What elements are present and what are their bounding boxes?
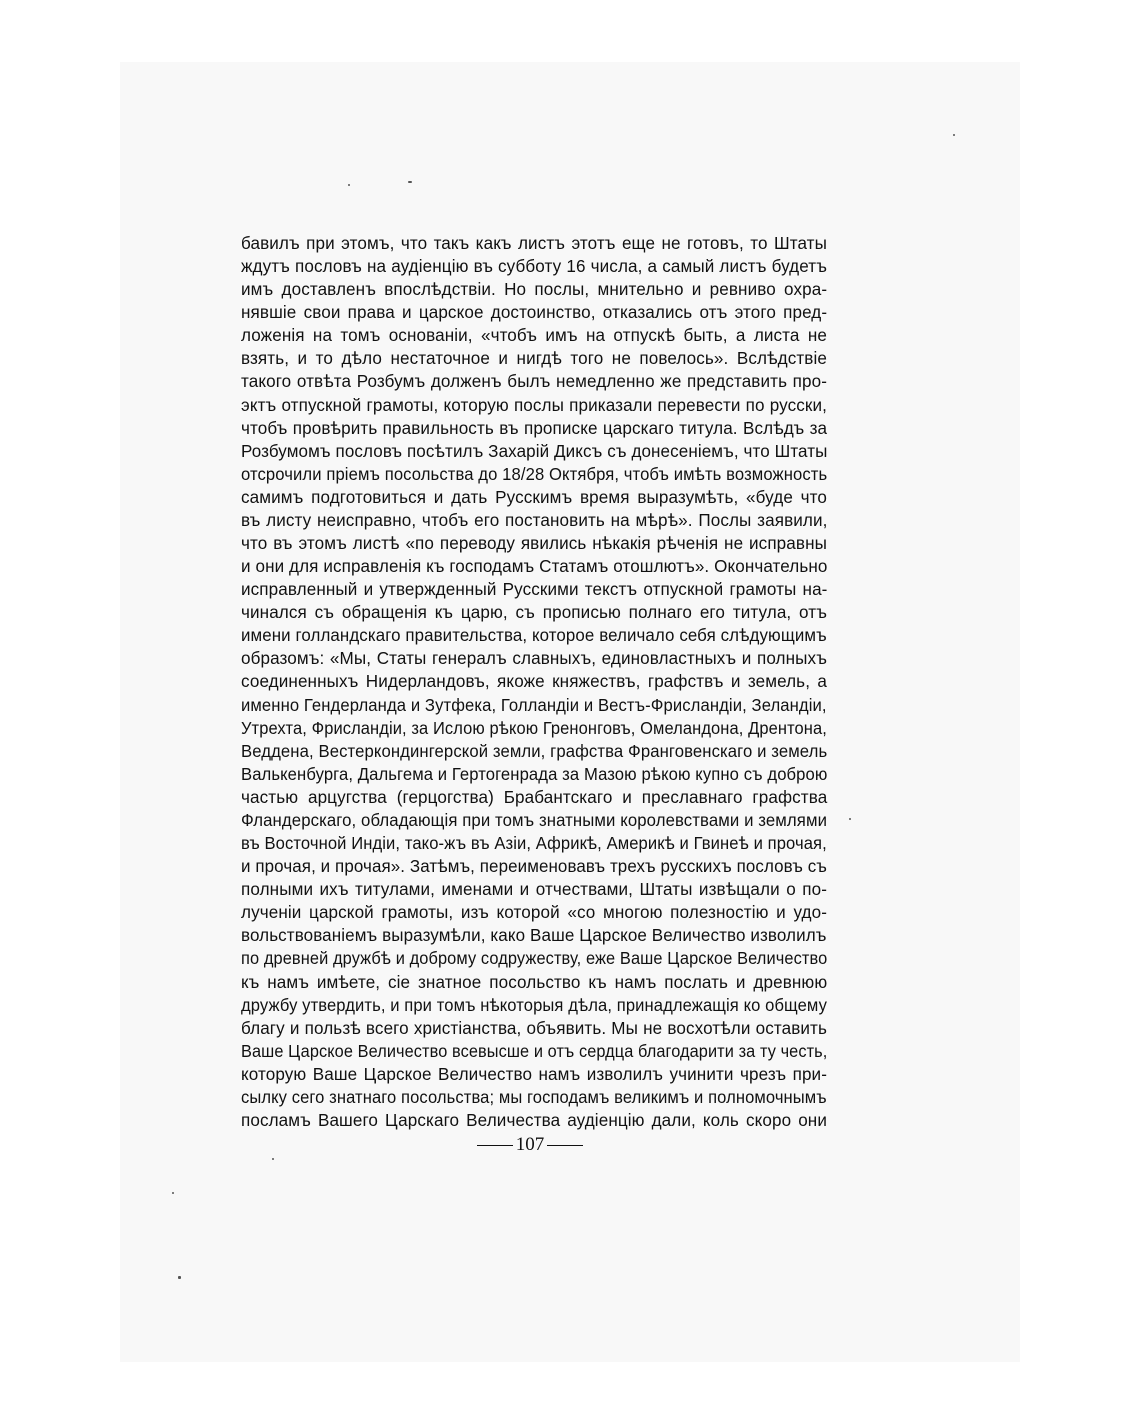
text-line: чтобъ провѣрить правильность въ прописке царскаго титула. Вслѣдъ за <box>241 418 828 438</box>
text-line: вольствованiемъ выразумѣли, како Ваше Царское Величество изволилъ <box>241 926 827 946</box>
text-line: ждутъ пословъ на аудiенцiю въ субботу 16 числа, а самый листъ будетъ <box>241 257 827 277</box>
text-line: по древней дружбѣ и доброму содружеству, еже Ваше Царское Величество <box>241 949 828 969</box>
text-line: соединенныхъ Нидерландовъ, якоже княжествъ, графствъ и земель, а <box>241 672 827 692</box>
scan-speck <box>849 818 851 820</box>
text-line: имъ доставленъ впослѣдствiи. Но послы, мнительно и ревниво охра- <box>241 280 828 300</box>
scan-speck <box>272 1158 274 1160</box>
body-text <box>241 232 827 1132</box>
left-rule <box>477 1145 513 1147</box>
text-line: дружбу утвердить, и при томъ нѣкоторыя дѣла, принадлежащiя ко общему <box>241 995 828 1015</box>
text-line: такого отвѣта Розбумъ долженъ былъ немедленно же представить про- <box>241 372 828 392</box>
text-line: исправленный и утвержденный Русскими текстъ отпускной грамоты на- <box>241 580 828 600</box>
text-line: Фландерскаго, обладающiя при томъ знатными королевствами и землями <box>241 810 828 830</box>
text-line: лученiи царской грамоты, изъ которой «со многою полезностiю и удо- <box>241 903 827 923</box>
text-line: Ваше Царское Величество всевысше и отъ сердца благодарити за ту честь, <box>241 1041 828 1061</box>
scan-speck <box>172 1192 174 1194</box>
text-line: въ листу неисправно, чтобъ его постановить на мѣрѣ». Послы заявили, <box>241 510 828 530</box>
text-line: сылку сего знатнаго посольства; мы господамъ великимъ и полномочнымъ <box>241 1087 827 1107</box>
text-line: Веддена, Вестеркондингерской земли, графства Франговенскаго и земель <box>241 741 828 761</box>
text-line: полными ихъ титулами, именами и отчествами, Штаты извѣщали о по- <box>241 880 827 900</box>
text-line: въ Восточной Индiи, тако-жъ въ Азiи, Африкѣ, Америкѣ и Гвинеѣ и прочая, <box>241 834 827 854</box>
text-line: эктъ отпускной грамоты, которую послы приказали перевести по русски, <box>241 395 827 415</box>
text-line: посламъ Вашего Царскаго Величества аудiенцiю дали, коль скоро они <box>241 1110 827 1130</box>
text-line: благу и пользѣ всего христiанства, объявить. Мы не восхотѣли оставить <box>241 1018 827 1038</box>
scan-speck <box>178 1276 181 1279</box>
text-line: Розбумомъ пословъ посѣтилъ Захарiй Диксъ съ донесенiемъ, что Штаты <box>241 441 828 461</box>
text-line: Утрехта, Фрисландiи, за Ислою рѣкою Гренонговъ, Омеландона, Дрентона, <box>241 718 827 738</box>
text-line: частью арцугства (герцогства) Брабантскаго и преславнаго графства <box>241 787 828 807</box>
page-number-footer <box>470 1134 590 1156</box>
text-line: имени голландскаго правительства, которое величало себя слѣдующимъ <box>241 626 827 646</box>
text-line: что въ этомъ листѣ «по переводу явились нѣкакiя рѣченiя не исправны <box>241 534 828 554</box>
text-line: Валькенбурга, Дальгема и Гертогенрада за Мазою рѣкою купно съ доброю <box>241 764 828 784</box>
text-line: самимъ подготовиться и дать Русскимъ время выразумѣть, «буде что <box>241 487 827 507</box>
text-line: взять, и то дѣло нестаточное и нигдѣ того не повелось». Вслѣдствiе <box>241 349 827 369</box>
text-line: чинался съ обращенiя къ царю, съ прописью полнаго его титула, отъ <box>241 603 827 623</box>
text-line: къ намъ имѣете, сiе знатное посольство къ намъ послать и древнюю <box>241 972 828 992</box>
scan-speck <box>408 181 412 183</box>
text-line: ложенiя на томъ основанiи, «чтобъ имъ на отпускѣ быть, а листа не <box>241 326 827 346</box>
text-line: именно Гендерланда и Зутфека, Голландiи и Вестъ-Фрисландiи, Зеландiи, <box>241 695 827 715</box>
text-line: отсрочили прiемъ посольства до 18/28 Октября, чтобъ имѣть возможность <box>241 464 828 484</box>
text-line: нявшiе свои права и царское достоинство, отказались отъ этого пред- <box>241 303 828 323</box>
page-number: 107 <box>515 1134 545 1155</box>
text-line: образомъ: «Мы, Статы генералъ славныхъ, единовластныхъ и полныхъ <box>241 649 827 669</box>
text-line: и они для исправленiя къ господамъ Статамъ отошлютъ». Окончательно <box>241 557 828 577</box>
scan-speck <box>953 134 955 136</box>
right-rule <box>547 1145 583 1147</box>
text-line: и прочая, и прочая». Затѣмъ, переименовавъ трехъ русскихъ пословъ съ <box>241 857 827 877</box>
text-line: бавилъ при этомъ, что такъ какъ листъ этотъ еще не готовъ, то Штаты <box>241 234 827 253</box>
scan-speck <box>348 184 350 186</box>
text-line: которую Ваше Царское Величество намъ изволилъ учинити чрезъ при- <box>241 1064 827 1084</box>
